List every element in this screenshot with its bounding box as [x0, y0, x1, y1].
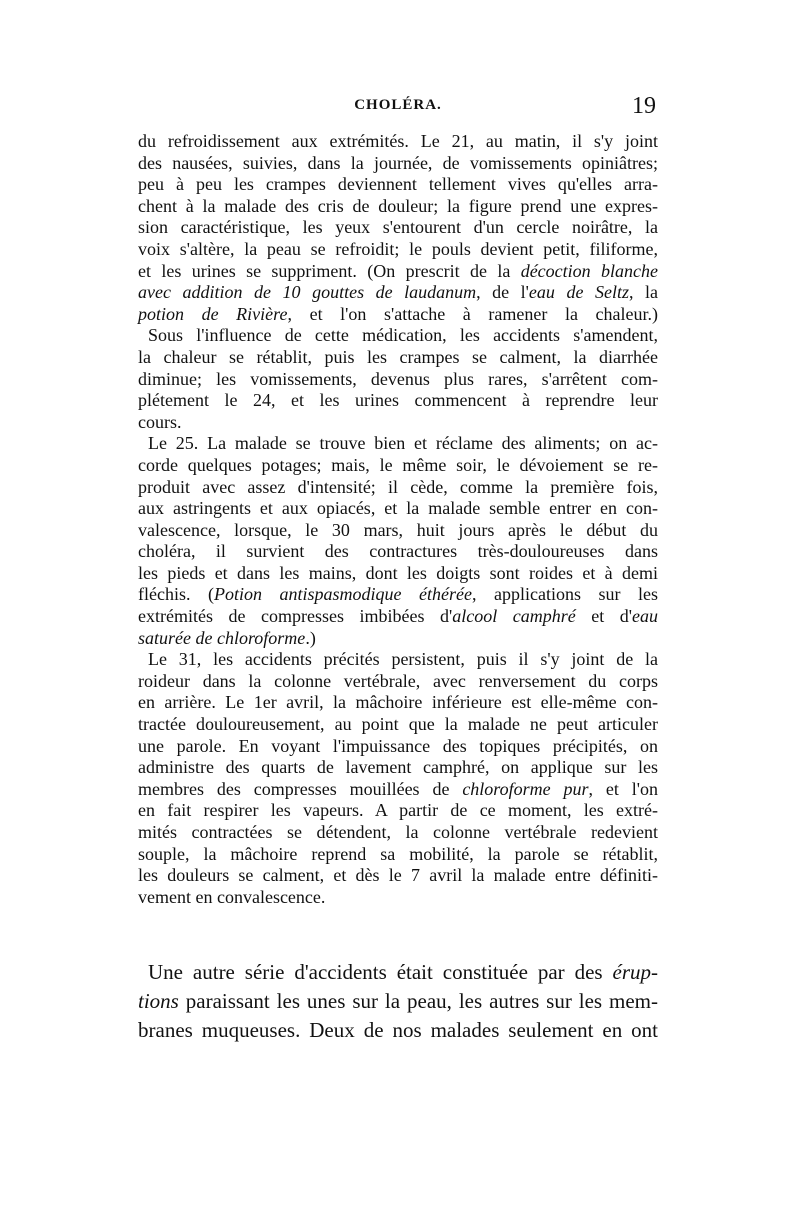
text-line: souple, la mâchoire reprend sa mobilité, la parole se rétablit,	[138, 843, 658, 864]
text-line: des nausées, suivies, dans la journée, de vomissements opiniâtres;	[138, 152, 658, 173]
text-line: fléchis. (Potion antispasmodique éthérée, applications sur les	[138, 584, 658, 605]
text-line: tractée douloureusement, au point que la malade ne peut articuler	[138, 714, 658, 735]
text-line: Le 31, les accidents précités persistent, puis il s'y joint de la	[148, 649, 658, 670]
final-paragraph	[138, 958, 658, 1045]
running-header	[138, 95, 658, 123]
text-line: chent à la malade des cris de douleur; la figure prend une expres-	[138, 195, 658, 216]
text-line: membres des compresses mouillées de chloroforme pur, et l'on	[138, 778, 658, 799]
text-line: plétement le 24, et les urines commencent à reprendre leur	[138, 390, 658, 411]
text-line: les douleurs se calment, et dès le 7 avril la malade entre définiti-	[138, 865, 658, 886]
text-line: branes muqueuses. Deux de nos malades seulement en ont	[138, 1018, 658, 1042]
text-line: administre des quarts de lavement camphré, on applique sur les	[138, 757, 658, 778]
text-line: vement en convalescence.	[138, 886, 326, 907]
text-line: mités contractées se détendent, la colonne vertébrale redevient	[138, 822, 658, 842]
text-line: cours.	[138, 411, 182, 432]
page-number: 19	[632, 93, 656, 119]
text-line: saturée de chloroforme.)	[138, 627, 316, 648]
text-line: avec addition de 10 gouttes de laudanum, de l'eau de Seltz, la	[138, 282, 658, 303]
text-line: et les urines se suppriment. (On prescrit de la décoction blanche	[138, 260, 659, 281]
text-line: corde quelques potages; mais, le même soir, le dévoiement se re-	[138, 454, 658, 475]
text-line: roideur dans la colonne vertébrale, avec renversement du corps	[138, 670, 658, 691]
text-line: choléra, il survient des contractures très-douloureuses dans	[138, 541, 658, 562]
running-title: CHOLÉRA.	[354, 97, 442, 113]
text-line: voix s'altère, la peau se refroidit; le pouls devient petit, filiforme,	[138, 238, 658, 259]
text-line: une parole. En voyant l'impuissance des topiques précipités, on	[138, 735, 658, 756]
text-line: aux astringents et aux opiacés, et la malade semble entrer en con-	[138, 498, 658, 519]
text-line: diminue; les vomissements, devenus plus rares, s'arrêtent com-	[138, 368, 658, 389]
text-line: la chaleur se rétablit, puis les crampes se calment, la diarrhée	[138, 346, 658, 367]
text-line: Sous l'influence de cette médication, les accidents s'amendent,	[148, 325, 658, 346]
text-line: Le 25. La malade se trouve bien et réclame des aliments; on ac-	[148, 433, 658, 454]
text-line: extrémités de compresses imbibées d'alcool camphré et d'eau	[138, 606, 658, 627]
text-line: en arrière. Le 1er avril, la mâchoire inférieure est elle-même con-	[138, 692, 658, 713]
text-line: potion de Rivière, et l'on s'attache à ramener la chaleur.)	[138, 303, 658, 324]
text-line: Une autre série d'accidents était constituée par des érup-	[148, 960, 658, 984]
text-line: les pieds et dans les mains, dont les doigts sont roides et à demi	[138, 562, 658, 583]
text-line: produit avec assez d'intensité; il cède, comme la première fois,	[138, 476, 658, 497]
body-text	[138, 131, 658, 908]
text-line: en fait respirer les vapeurs. A partir de ce moment, les extré-	[138, 800, 658, 821]
text-line: sion caractéristique, les yeux s'entourent d'un cercle noirâtre, la	[138, 217, 658, 238]
text-line: du refroidissement aux extrémités. Le 21, au matin, il s'y joint	[138, 131, 658, 151]
text-line: peu à peu les crampes deviennent tellement vives qu'elles arra-	[138, 174, 658, 195]
text-line: tions paraissant les unes sur la peau, les autres sur les mem-	[138, 989, 658, 1013]
text-line: valescence, lorsque, le 30 mars, huit jours après le début du	[138, 519, 658, 540]
